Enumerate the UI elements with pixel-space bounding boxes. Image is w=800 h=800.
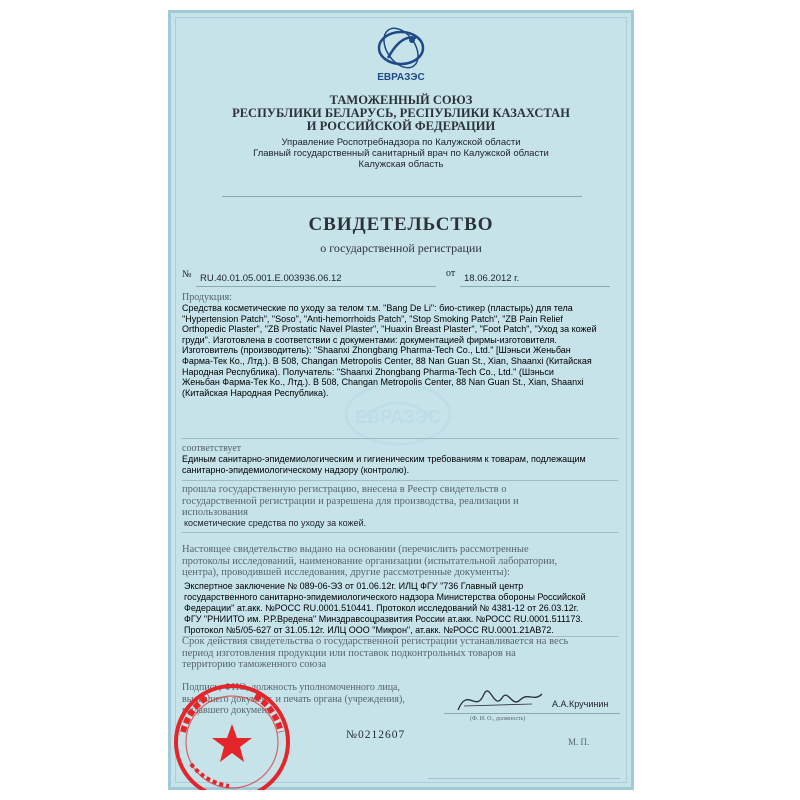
product-line: "Hypertension Patch", "Soso", "Anti-hemorrhoids Patch", "Stop Smoking Patch", "ZB Pain Relief — [182, 313, 563, 324]
svg-text:ЕВРАЗЭС: ЕВРАЗЭС — [355, 407, 441, 427]
basis-value — [184, 581, 586, 636]
header-divider — [222, 196, 582, 197]
product-text — [182, 303, 597, 398]
validity-line: период изготовления продукции или поставок подконтрольных товаров на — [182, 647, 516, 659]
mp-label: М. П. — [568, 737, 590, 747]
registration-underline — [182, 532, 618, 533]
footer-divider — [428, 778, 620, 779]
validity-line: Срок действия свидетельства о государственной регистрации устанавливается на весь — [182, 636, 569, 647]
product-line: Изготовитель (производитель): "Shaanxi Zhongbang Pharma-Tech Co., Ltd." [Шэньси Женьбан — [182, 345, 571, 356]
validity-line: территорию таможенного союза — [182, 659, 327, 670]
signatory-label-line: Подпись, ФИО, должность уполномоченного лица, — [182, 682, 400, 693]
basis-text — [182, 544, 557, 579]
header-title-line: РЕСПУБЛИКИ БЕЛАРУСЬ, РЕСПУБЛИКИ КАЗАХСТАН — [232, 106, 570, 120]
certificate-document — [168, 10, 634, 790]
product-label: Продукция: — [182, 292, 232, 303]
certificate-date: 18.06.2012 г. — [464, 273, 520, 284]
basis-value-line: Федерации" ат.акк. №РОСС RU.0001.510441. Протокол исследований № 4381-12 от 26.03.12г. — [184, 603, 579, 613]
certificate-number: RU.40.01.05.001.E.003936.06.12 — [200, 273, 342, 284]
validity-text — [182, 636, 568, 671]
signatory-name: А.А.Кручинин — [552, 699, 609, 709]
conformity-line: Единым санитарно-эпидемиологическим и гигиеническим требованиям к товарам, подлежащим — [182, 454, 586, 464]
basis-line: протоколы исследований, наименование организации (испытательной лаборатории, — [182, 555, 558, 567]
registration-line: использования — [182, 507, 248, 518]
registration-text — [182, 484, 519, 519]
basis-value-line: Протокол №5/05-627 от 31.05.12г. ИЛЦ ООО "Микрон", ат.акк. №РОСС RU.0001.21АВ72. — [184, 625, 554, 635]
conformity-text — [182, 454, 586, 475]
conformity-divider — [182, 480, 618, 481]
eurasec-logo — [366, 24, 436, 84]
product-line: Фарма-Тек Ко., Лтд.). В 508, Changan Metropolis Center, 88 Nan Guan St., Xian, Shaanxi (Китайская — [182, 355, 592, 366]
certificate-title: СВИДЕТЕЛЬСТВО — [308, 214, 494, 235]
product-divider — [182, 438, 618, 439]
basis-value-line: Экспертное заключение № 089-06-ЭЗ от 01.06.12г. ИЛЦ ФГУ "736 Главный центр — [184, 581, 524, 591]
authority-line: Главный государственный санитарный врач по Калужской области — [253, 148, 549, 159]
product-line: (Китайская Народная Республика). — [182, 387, 329, 398]
product-line: Народная Республика). Получатель: "Shaanxi Zhongbang Pharma-Tech Co., Ltd." (Шэньси — [182, 366, 554, 377]
authority-line: Управление Роспотребнадзора по Калужской области — [281, 137, 521, 148]
signature-scribble — [454, 680, 544, 720]
basis-line: Настоящее свидетельство выдано на основании (перечислить рассмотренные — [182, 544, 529, 555]
header-title-line: ТАМОЖЕННЫЙ СОЮЗ — [329, 93, 473, 107]
signature-line — [444, 713, 620, 714]
conformity-label: соответствует — [182, 443, 242, 454]
basis-value-line: ФГУ "РНИИТО им. Р.Р.Вредена" Минздравсоцразвития России ат.акк. №РОСС RU.0001.511173. — [184, 614, 583, 624]
number-underline — [196, 286, 436, 287]
registration-value: косметические средства по уходу за кожей. — [184, 518, 367, 528]
conformity-line: санитарно-эпидемиологическому надзору (контролю). — [182, 464, 410, 475]
number-label: № — [182, 269, 192, 280]
authority-line: Калужская область — [358, 159, 444, 170]
date-label: от — [446, 268, 456, 279]
registration-line: прошла государственную регистрацию, внесена в Реестр свидетельств о — [182, 484, 507, 495]
signatory-label-line: выдавшего документ, и печать органа (учреждения), — [182, 693, 405, 705]
header-title-line: И РОССИЙСКОЙ ФЕДЕРАЦИИ — [306, 119, 496, 133]
registration-line: государственной регистрации и разрешена для производства, реализации и — [182, 495, 519, 507]
logo-text: ЕВРАЗЭС — [377, 72, 425, 83]
header-authority — [168, 137, 634, 170]
product-line: Женьбан Фарма-Тек Ко., Лтд.). В 508, Changan Metropolis Center, 88 Nan Guan St., Xian, Shaanxi — [182, 377, 584, 388]
signatory-label-line: выдавшего документ — [182, 705, 272, 716]
company-stamp — [169, 674, 295, 790]
product-line: Orthopedic Plaster", "ZB Prostatic Navel Plaster", "Huaxin Breast Plaster", "Foot Patch", "Уход за кожей — [182, 324, 597, 335]
header-title — [168, 94, 634, 133]
product-line: Средства косметические по уходу за телом т.м. "Bang De Li": био-стикер (пластырь) для тела — [182, 303, 573, 313]
product-line: груди". Изготовлена в соответствии с документами: документацией фирмы-изготовителя. — [182, 334, 557, 345]
certificate-subtitle: о государственной регистрации — [320, 241, 482, 255]
basis-value-line: государственного санитарно-эпидемиологического надзора Министерства обороны Российской — [184, 592, 586, 602]
date-underline — [460, 286, 610, 287]
signatory-caption: (Ф. И. О., должность) — [470, 716, 526, 722]
form-serial: №0212607 — [346, 729, 406, 741]
basis-line: центра), проводившей исследования, другие рассмотренные документы): — [182, 567, 510, 578]
